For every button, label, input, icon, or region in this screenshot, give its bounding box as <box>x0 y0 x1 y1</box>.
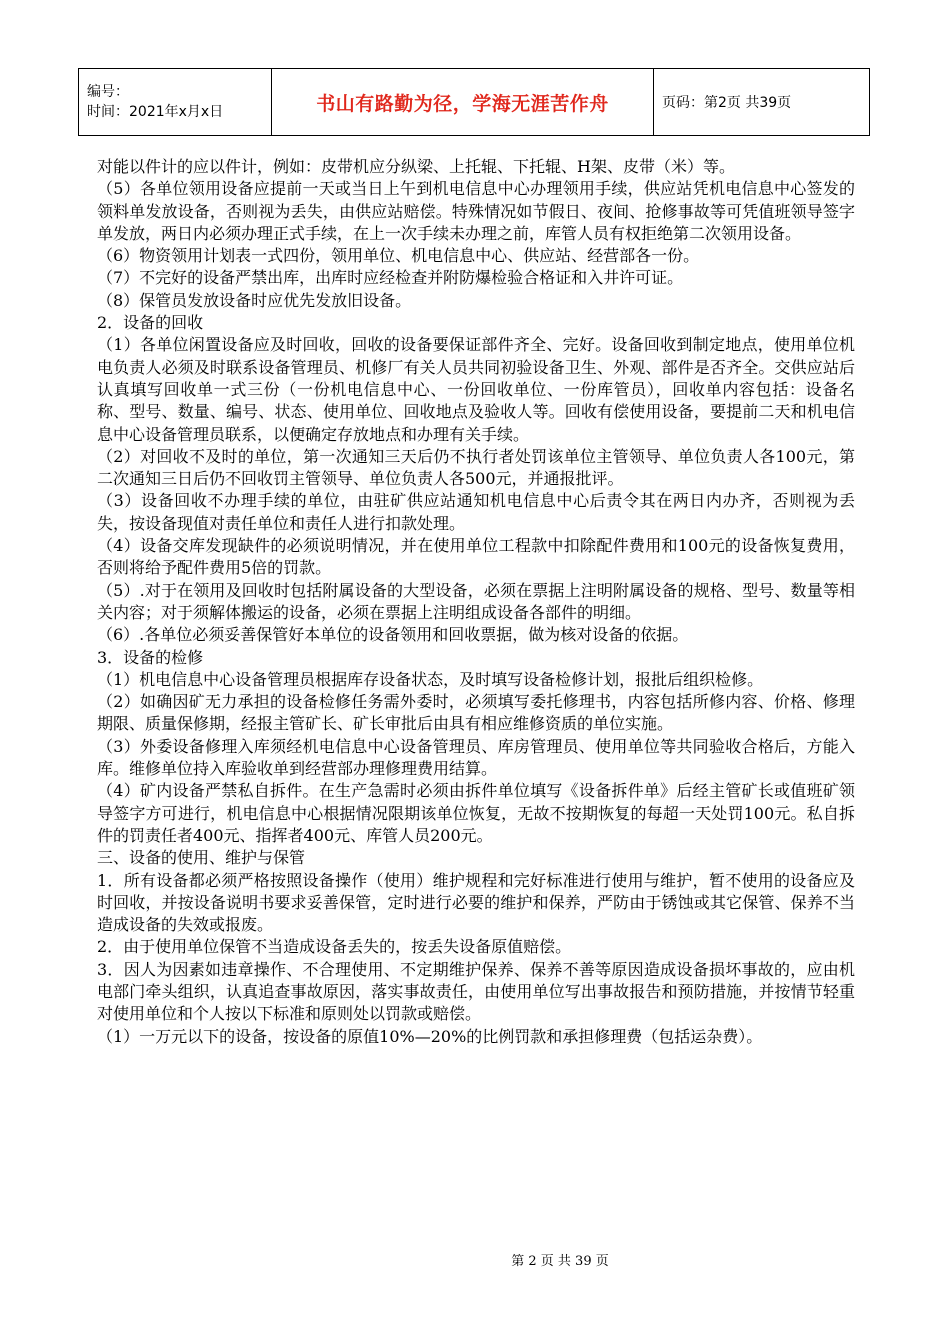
paragraph: （4）设备交库发现缺件的必须说明情况，并在使用单位工程款中扣除配件费用和100元的设备恢复费用，否则将给予配件费用5倍的罚款。 <box>97 536 855 578</box>
header-meta <box>79 69 272 136</box>
chapter-heading: 三、设备的使用、维护与保管 <box>97 848 306 868</box>
paragraph: （5）.对于在领用及回收时包括附属设备的大型设备，必须在票据上注明附属设备的规格、型号、数量等相关内容；对于须解体搬运的设备，必须在票据上注明组成设备各部件的明细。 <box>97 580 855 622</box>
time-label: 时间：2021年x月x日 <box>87 104 224 120</box>
section-heading: 3．设备的检修 <box>97 647 204 667</box>
paragraph: （3）外委设备修理入库须经机电信息中心设备管理员、库房管理员、使用单位等共同验收合格后，方能入库。维修单位持入库验收单到经营部办理修理费用结算。 <box>97 736 855 779</box>
header-page-label: 页码：第2页 共39页 <box>654 69 870 136</box>
document-header <box>78 68 870 136</box>
paragraph: （2）如确因矿无力承担的设备检修任务需外委时，必须填写委托修理书，内容包括所修内容、价格、修理期限、质量保修期，经报主管矿长、矿长审批后由具有相应维修资质的单位实施。 <box>97 692 855 734</box>
number-label: 编号： <box>87 84 129 100</box>
paragraph: 2．由于使用单位保管不当造成设备丢失的，按丢失设备原值赔偿。 <box>97 937 572 957</box>
paragraph: （5）各单位领用设备应提前一天或当日上午到机电信息中心办理领用手续，供应站凭机电信息中心签发的领料单发放设备，否则视为丢失，由供应站赔偿。特殊情况如节假日、夜间、抢修事故等可凭值班领导签字单发放，两日内必须办理正式手续，在上一次手续未办理之前，库管人员有权拒绝第二次领用设备。 <box>97 179 855 243</box>
paragraph: 3．因人为因素如违章操作、不合理使用、不定期维护保养、保养不善等原因造成设备损坏事故的，应由机电部门牵头组织，认真追查事故原因，落实事故责任，由使用单位写出事故报告和预防措施，并按情节轻重对使用单位和个人按以下标准和原则处以罚款或赔偿。 <box>97 959 855 1024</box>
section-heading: 2．设备的回收 <box>97 313 204 333</box>
paragraph: （1）一万元以下的设备，按设备的原值10%—20%的比例罚款和承担修理费（包括运杂费）。 <box>97 1026 763 1046</box>
paragraph: （3）设备回收不办理手续的单位，由驻矿供应站通知机电信息中心后责令其在两日内办齐，否则视为丢失，按设备现值对责任单位和责任人进行扣款处理。 <box>97 491 855 533</box>
page-footer: 第 2 页 共 39 页 <box>511 1254 609 1269</box>
paragraph: （4）矿内设备严禁私自拆件。在生产急需时必须由拆件单位填写《设备拆件单》后经主管矿长或值班矿领导签字方可进行，机电信息中心根据情况限期该单位恢复，无故不按期恢复的每超一天处罚100元。私自拆件的罚责任者400元、指挥者400元、库管人员200元。 <box>97 781 855 845</box>
paragraph: （6）.各单位必须妥善保管好本单位的设备领用和回收票据，做为核对设备的依据。 <box>97 625 689 645</box>
document-body <box>97 156 855 1048</box>
paragraph: 对能以件计的应以件计，例如：皮带机应分纵梁、上托辊、下托辊、H架、皮带（米）等。 <box>97 157 735 176</box>
paragraph: （2）对回收不及时的单位，第一次通知三天后仍不执行者处罚该单位主管领导、单位负责人各100元，第二次通知三日后仍不回收罚主管领导、单位负责人各500元，并通报批评。 <box>97 446 855 489</box>
paragraph: （6）物资领用计划表一式四份，领用单位、机电信息中心、供应站、经营部各一份。 <box>97 246 700 266</box>
header-motto: 书山有路勤为径，学海无涯苦作舟 <box>272 69 654 136</box>
paragraph: 1．所有设备都必须严格按照设备操作（使用）维护规程和完好标准进行使用与维护，暂不使用的设备应及时回收，并按设备说明书要求妥善保管，定时进行必要的维护和保养，严防由于锈蚀或其它保管、保养不当造成设备的失效或报废。 <box>97 870 855 935</box>
paragraph: （8）保管员发放设备时应优先发放旧设备。 <box>97 290 412 310</box>
paragraph: （1）机电信息中心设备管理员根据库存设备状态，及时填写设备检修计划，报批后组织检修。 <box>97 669 764 689</box>
paragraph: （1）各单位闲置设备应及时回收，回收的设备要保证部件齐全、完好。设备回收到制定地点，使用单位机电负责人必须及时联系设备管理员、机修厂有关人员共同初验设备卫生、外观、部件是否齐全。交供应站后认真填写回收单一式三份（一份机电信息中心、一份回收单位、一份库管员），回收单内容包括：设备名称、型号、数量、编号、状态、使用单位、回收地点及验收人等。回收有偿使用设备，要提前二天和机电信息中心设备管理员联系，以便确定存放地点和办理有关手续。 <box>97 335 855 444</box>
paragraph: （7）不完好的设备严禁出库，出库时应经检查并附防爆检验合格证和入井许可证。 <box>97 268 684 288</box>
